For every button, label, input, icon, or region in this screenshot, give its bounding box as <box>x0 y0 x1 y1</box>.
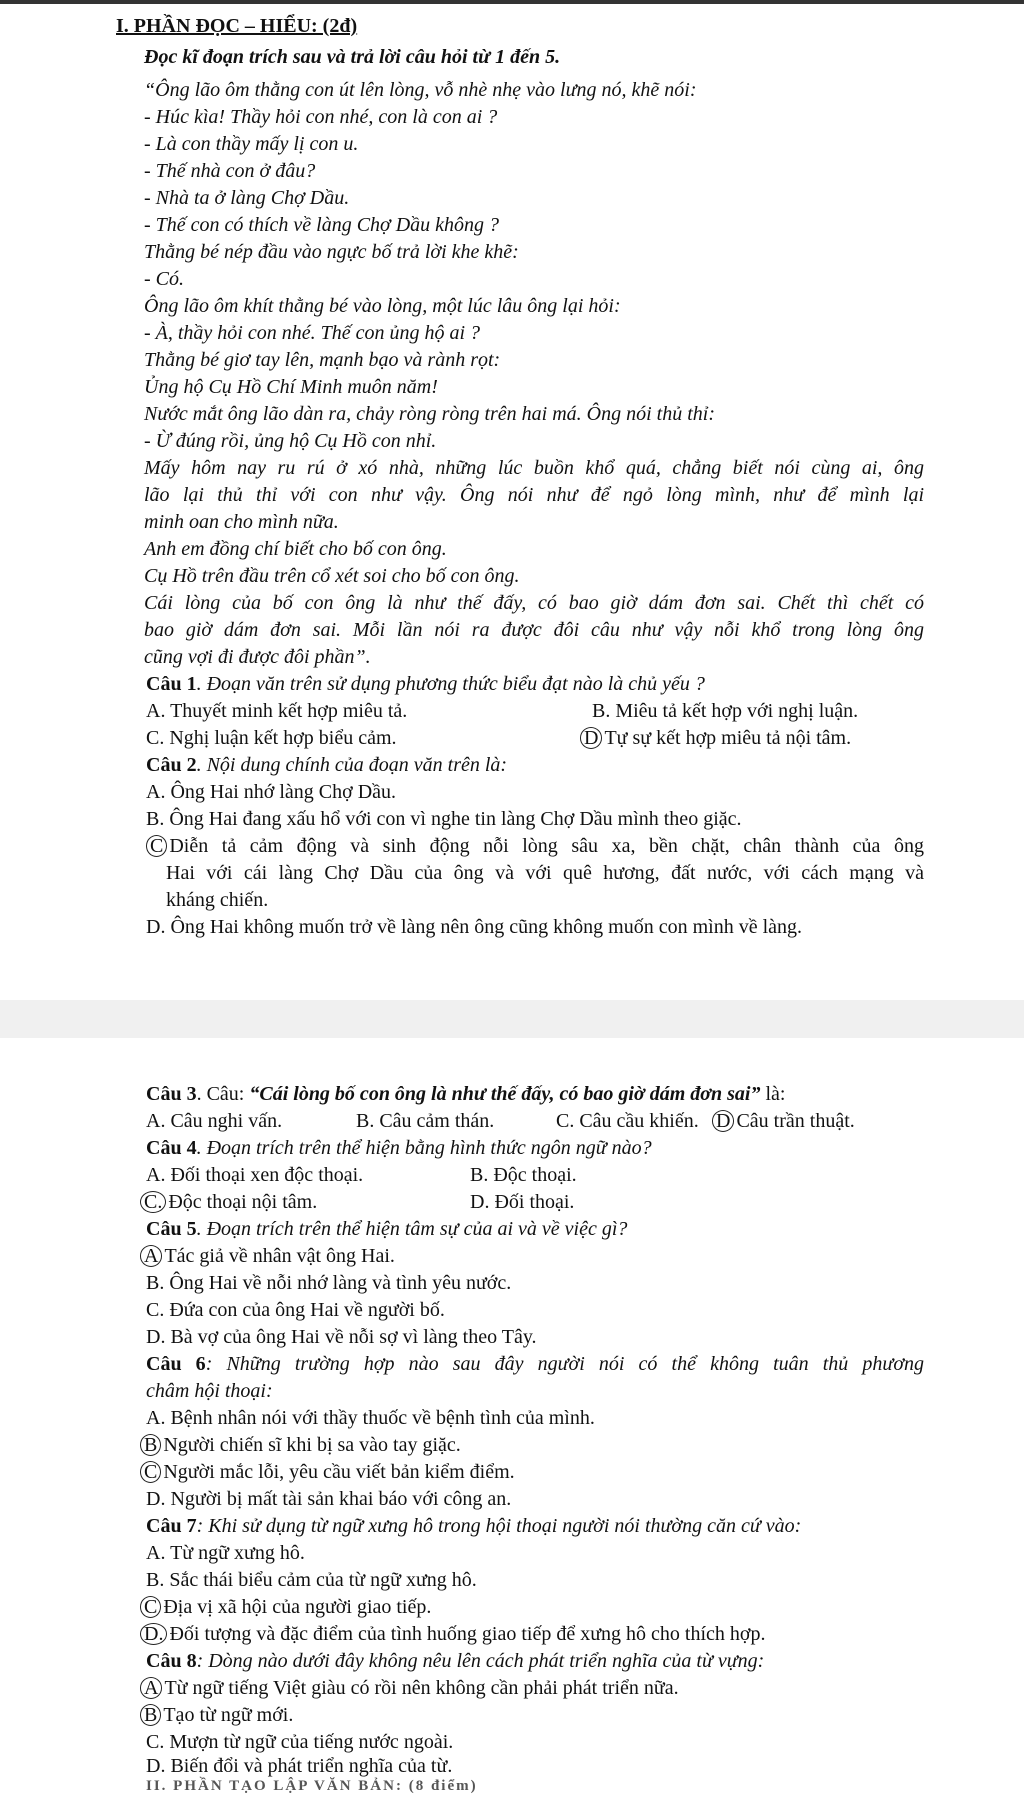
circled-answer-mark: C <box>146 835 167 857</box>
circled-answer-mark: C. <box>140 1191 166 1213</box>
answer-option-selected <box>146 834 924 858</box>
circled-answer-mark: A <box>140 1677 162 1699</box>
passage-line: cũng vợi đi được đôi phần”. <box>144 646 371 668</box>
answer-option: D. Ông Hai không muốn trở về làng nên ông cũng không muốn con mình về làng. <box>146 916 803 938</box>
passage-line: “Ông lão ôm thằng con út lên lòng, vỗ nhè nhẹ vào lưng nó, khẽ nói: <box>144 79 697 101</box>
answer-option: C. Đứa con của ông Hai về người bố. <box>146 1299 445 1321</box>
circled-answer-mark: C <box>140 1596 161 1618</box>
answer-option-selected <box>140 1703 293 1727</box>
question-1 <box>146 672 705 696</box>
answer-option: A. Đối thoại xen độc thoại. <box>146 1164 364 1186</box>
question-label: Câu 7 <box>146 1515 197 1537</box>
answer-option-selected <box>140 1595 431 1619</box>
answer-option: C. Nghị luận kết hợp biểu cảm. <box>146 727 397 749</box>
question-text-continued: châm hội thoại: <box>146 1380 273 1402</box>
answer-option-text: Người chiến sĩ khi bị sa vào tay giặc. <box>163 1434 461 1456</box>
question-2 <box>146 753 507 777</box>
answer-option: B. Sắc thái biểu cảm của từ ngữ xưng hô. <box>146 1569 477 1591</box>
answer-option: C. Câu cầu khiến. <box>556 1110 699 1132</box>
answer-option: D. Đối thoại. <box>470 1191 575 1213</box>
question-text: . Nội dung chính của đoạn văn trên là: <box>196 754 508 776</box>
passage-line: Thằng bé giơ tay lên, mạnh bạo và rành rọt: <box>144 349 501 371</box>
answer-option-text: Người mắc lỗi, yêu cầu viết bản kiểm điểm. <box>163 1461 515 1483</box>
passage-line: - Thế nhà con ở đâu? <box>144 160 316 182</box>
question-label: Câu 8 <box>146 1650 197 1672</box>
answer-option-text: Độc thoại nội tâm. <box>168 1191 318 1213</box>
question-4 <box>146 1136 652 1160</box>
circled-answer-mark: B <box>140 1434 161 1456</box>
passage-line: - Ừ đúng rồi, ủng hộ Cụ Hồ con nhỉ. <box>144 430 437 452</box>
passage-line: Cái lòng của bố con ông là như thế đấy, có bao giờ dám đơn sai. Chết thì chết có <box>144 592 924 614</box>
passage-line: Ông lão ôm khít thằng bé vào lòng, một lúc lâu ông lại hỏi: <box>144 295 621 317</box>
answer-option-text: Từ ngữ tiếng Việt giàu có rồi nên không cần phải phát triển nữa. <box>164 1677 679 1699</box>
answer-option: B. Độc thoại. <box>470 1164 577 1186</box>
answer-option: B. Miêu tả kết hợp với nghị luận. <box>592 700 859 722</box>
question-label: Câu 3 <box>146 1083 197 1105</box>
question-7 <box>146 1514 801 1538</box>
page-separator <box>0 1000 1024 1038</box>
question-text: . Đoạn văn trên sử dụng phương thức biểu đạt nào là chủ yếu ? <box>196 673 705 695</box>
answer-option: B. Câu cảm thán. <box>356 1110 495 1132</box>
passage-line: - Là con thầy mấy lị con u. <box>144 133 359 155</box>
question-label: Câu 6 <box>146 1353 206 1375</box>
question-text: . Câu: <box>196 1083 250 1105</box>
answer-option-continued: kháng chiến. <box>166 889 269 911</box>
answer-option: A. Ông Hai nhớ làng Chợ Dầu. <box>146 781 397 803</box>
question-label: Câu 1 <box>146 673 197 695</box>
answer-option-text: Câu trần thuật. <box>736 1110 855 1132</box>
question-label: Câu 2 <box>146 754 197 776</box>
answer-option: C. Mượn từ ngữ của tiếng nước ngoài. <box>146 1731 454 1753</box>
answer-option-continued: Hai với cái làng Chợ Dầu của ông và với quê hương, đất nước, với cách mạng và <box>166 862 924 884</box>
passage-line: - Nhà ta ở làng Chợ Dầu. <box>144 187 350 209</box>
answer-option-selected <box>140 1190 317 1214</box>
passage-line: Cụ Hồ trên đầu trên cổ xét soi cho bố con ông. <box>144 565 520 587</box>
answer-option-text: Địa vị xã hội của người giao tiếp. <box>163 1596 432 1618</box>
section-title: I. PHẦN ĐỌC – HIỂU: (2đ) <box>116 15 358 37</box>
answer-option-selected <box>580 726 851 750</box>
question-text: là: <box>760 1083 786 1105</box>
answer-option: A. Thuyết minh kết hợp miêu tả. <box>146 700 408 722</box>
answer-option: D. Biến đổi và phát triển nghĩa của từ. <box>146 1755 453 1777</box>
answer-option: D. Người bị mất tài sản khai báo với công an. <box>146 1488 512 1510</box>
circled-answer-mark: A <box>140 1245 162 1267</box>
circled-answer-mark: C <box>140 1461 161 1483</box>
passage-line: bao giờ dám đơn sai. Mỗi lần nói ra được đôi câu như vậy nỗi khổ trong lòng ông <box>144 619 924 641</box>
answer-option: A. Câu nghi vấn. <box>146 1110 283 1132</box>
answer-option-text: Tự sự kết hợp miêu tả nội tâm. <box>604 727 852 749</box>
answer-option: D. Bà vợ của ông Hai về nỗi sợ vì làng theo Tây. <box>146 1326 537 1348</box>
answer-option: B. Ông Hai đang xấu hổ với con vì nghe tin làng Chợ Dầu mình theo giặc. <box>146 808 742 830</box>
circled-answer-mark: D. <box>140 1623 167 1645</box>
passage-line: minh oan cho mình nữa. <box>144 511 339 533</box>
passage-line: Mấy hôm nay ru rú ở xó nhà, những lúc buồn khổ quá, chẳng biết nói cùng ai, ông <box>144 457 924 479</box>
question-text: . Đoạn trích trên thể hiện bằng hình thức ngôn ngữ nào? <box>196 1137 652 1159</box>
passage-line: lão lại thủ thỉ với con như vậy. Ông nói như để ngỏ lòng mình, như để mình lại <box>144 484 924 506</box>
passage-line: - À, thầy hỏi con nhé. Thế con ủng hộ ai ? <box>144 322 481 344</box>
question-8 <box>146 1649 764 1673</box>
answer-option: A. Từ ngữ xưng hô. <box>146 1542 305 1564</box>
answer-option-selected <box>140 1460 515 1484</box>
question-label: Câu 5 <box>146 1218 197 1240</box>
page-2 <box>0 1038 1024 1794</box>
answer-option-text: Diễn tả cảm động và sinh động nỗi lòng sâu xa, bền chặt, chân thành của ông <box>169 835 924 857</box>
answer-option-text: Tác giả về nhân vật ông Hai. <box>164 1245 395 1267</box>
answer-option-selected <box>140 1433 461 1457</box>
question-text: . Đoạn trích trên thể hiện tâm sự của ai và về việc gì? <box>196 1218 628 1240</box>
question-5 <box>146 1217 627 1241</box>
passage-line: - Húc kìa! Thầy hỏi con nhé, con là con ai ? <box>144 106 498 128</box>
circled-answer-mark: B <box>140 1704 161 1726</box>
question-text: : Dòng nào dưới đây không nêu lên cách phát triển nghĩa của từ vựng: <box>196 1650 765 1672</box>
answer-option-text: Tạo từ ngữ mới. <box>163 1704 294 1726</box>
answer-option: A. Bệnh nhân nói với thầy thuốc về bệnh tình của mình. <box>146 1407 595 1429</box>
question-3 <box>146 1082 785 1106</box>
passage-line: Nước mắt ông lão dàn ra, chảy ròng ròng trên hai má. Ông nói thủ thỉ: <box>144 403 716 425</box>
question-6 <box>146 1352 924 1376</box>
answer-option-selected <box>712 1109 855 1133</box>
question-label: Câu 4 <box>146 1137 197 1159</box>
circled-answer-mark: D <box>712 1110 734 1132</box>
answer-option-selected <box>140 1622 766 1646</box>
circled-answer-mark: D <box>580 727 602 749</box>
passage-line: Anh em đồng chí biết cho bố con ông. <box>144 538 447 560</box>
instruction: Đọc kĩ đoạn trích sau và trả lời câu hỏi từ 1 đến 5. <box>144 46 561 68</box>
question-quote: “Cái lòng bố con ông là như thế đấy, có bao giờ dám đơn sai” <box>249 1083 761 1105</box>
next-section-title-cut: II. PHẦN TẠO LẬP VĂN BẢN: (8 điểm) <box>146 1778 478 1794</box>
passage-line: - Thế con có thích về làng Chợ Dầu không ? <box>144 214 500 236</box>
passage-line: Ủng hộ Cụ Hồ Chí Minh muôn năm! <box>144 376 438 398</box>
question-text: : Những trường hợp nào sau đây người nói có thể không tuân thủ phương <box>205 1353 924 1375</box>
answer-option-text: Đối tượng và đặc điểm của tình huống giao tiếp để xưng hô cho thích hợp. <box>169 1623 766 1645</box>
passage-line: - Có. <box>144 268 184 290</box>
question-text: : Khi sử dụng từ ngữ xưng hô trong hội thoại người nói thường căn cứ vào: <box>196 1515 802 1537</box>
answer-option: B. Ông Hai về nỗi nhớ làng và tình yêu nước. <box>146 1272 512 1294</box>
answer-option-selected <box>140 1676 679 1700</box>
passage-line: Thằng bé nép đầu vào ngực bố trả lời khe khẽ: <box>144 241 519 263</box>
answer-option-selected <box>140 1244 395 1268</box>
